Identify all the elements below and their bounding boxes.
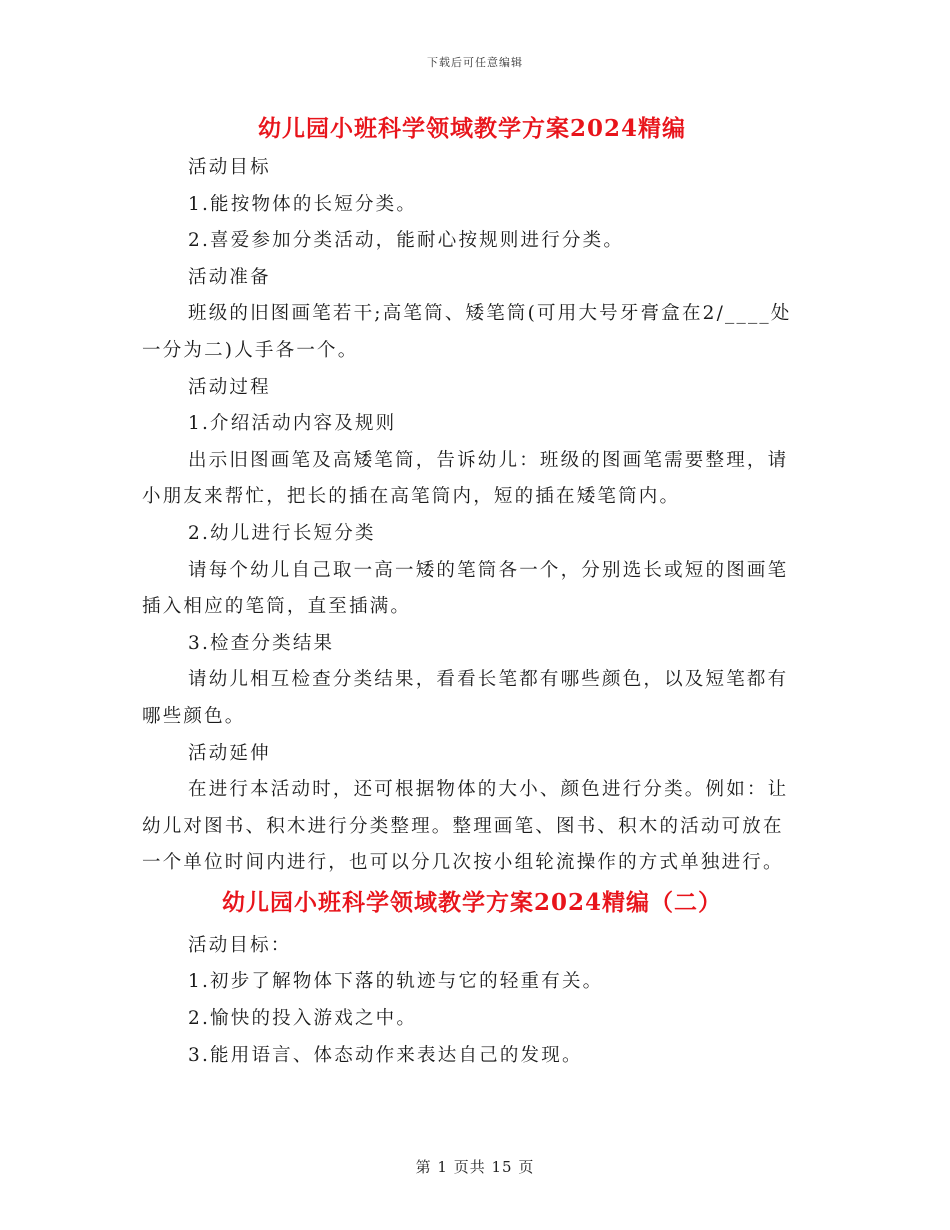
section-2-goal-item-3: 3.能用语言、体态动作来表达自己的发现。: [188, 1044, 583, 1066]
section-2-title: 幼儿园小班科学领域教学方案2024精编（二）: [221, 888, 722, 916]
process-step-3-text: 请幼儿相互检查分类结果，看看长笔都有哪些颜色，以及短笔都有哪些颜色。: [142, 669, 789, 727]
section-2-goal-item-1: 1.初步了解物体下落的轨迹与它的轻重有关。: [188, 971, 604, 993]
page-header-note: 下载后可任意编辑: [427, 56, 523, 69]
heading-activity-process: 活动过程: [188, 376, 271, 398]
goal-item-2: 2.喜爱参加分类活动，能耐心按规则进行分类。: [188, 230, 625, 252]
section-2-goal-item-2: 2.愉快的投入游戏之中。: [188, 1008, 418, 1030]
page-number-footer: 第 1 页共 15 页: [415, 1158, 535, 1176]
preparation-paragraph: 班级的旧图画笔若干;高笔筒、矮笔筒(可用大号牙膏盒在2/____处一分为二)人手各一个。: [142, 303, 792, 361]
section-1-title: 幼儿园小班科学领域教学方案2024精编: [257, 115, 686, 142]
heading-activity-extension: 活动延伸: [188, 742, 271, 764]
heading-activity-goals: 活动目标: [188, 157, 271, 178]
process-step-3-heading: 3.检查分类结果: [188, 632, 335, 654]
process-step-1-heading: 1.介绍活动内容及规则: [188, 413, 397, 435]
section-2-heading-goals: 活动目标：: [188, 934, 292, 956]
process-step-2-text: 请每个幼儿自己取一高一矮的笔筒各一个，分别选长或短的图画笔插入相应的笔筒，直至插满。: [142, 559, 789, 618]
process-step-1-text: 出示旧图画笔及高矮笔筒，告诉幼儿：班级的图画笔需要整理，请小朋友来帮忙，把长的插在高笔筒内，短的插在矮笔筒内。: [142, 449, 789, 508]
process-step-2-heading: 2.幼儿进行长短分类: [188, 522, 376, 544]
extension-paragraph: 在进行本活动时，还可根据物体的大小、颜色进行分类。例如：让幼儿对图书、积木进行分类整理。整理画笔、图书、积木的活动可放在一个单位时间内进行，也可以分几次按小组轮流操作的方式单独进行。: [142, 779, 789, 874]
goal-item-1: 1.能按物体的长短分类。: [188, 193, 418, 215]
heading-activity-preparation: 活动准备: [188, 266, 271, 288]
document-body: [142, 110, 802, 1074]
